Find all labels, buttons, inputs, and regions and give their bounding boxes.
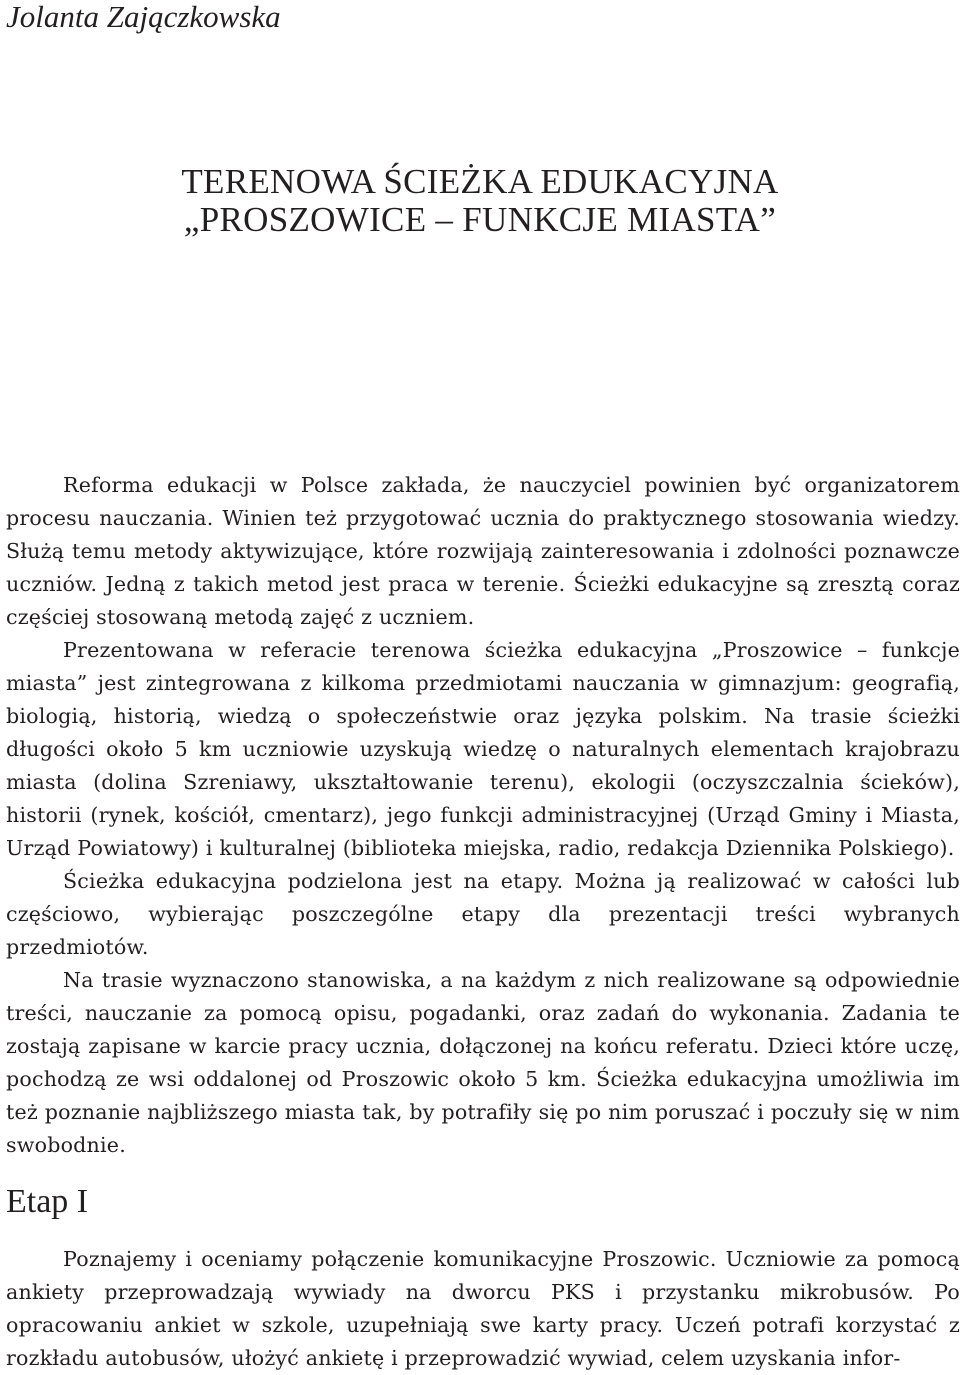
title-line-2: „PROSZOWICE – FUNKCJE MIASTA” — [183, 200, 777, 239]
paragraph: Reforma edukacji w Polsce zakłada, że nauczyciel powinien być organizatorem procesu nauczania. Winien też przygotować ucznia do praktycznego stosowania wiedzy. Służą temu metody aktywizujące, które rozwijają zainteresowania i zdolności poznawcze uczniów. Jedną z takich metod jest praca w terenie. Ścieżki edukacyjne są zresztą coraz częściej stosowaną metodą zajęć z uczniem. — [6, 473, 960, 629]
paragraph: Poznajemy i oceniamy połączenie komunikacyjne Proszowic. Uczniowie za pomocą ankiety przeprowadzają wywiady na dworcu PKS i przystanku mikrobusów. Po opracowaniu ankiet w szkole, uzupełniają swe karty pracy. Uczeń potrafi korzystać z rozkładu autobusów, ułożyć ankietę i przeprowadzić wywiad, celem uzyskania infor- — [6, 1247, 960, 1370]
article-title — [0, 163, 960, 239]
paragraph: Ścieżka edukacyjna podzielona jest na etapy. Można ją realizować w całości lub częściowo, wybierając poszczególne etapy dla prezentacji treści wybranych przedmiotów. — [6, 869, 960, 959]
paragraph: Prezentowana w referacie terenowa ścieżka edukacyjna „Proszowice – funkcje miasta” jest zintegrowana z kilkoma przedmiotami nauczania w gimnazjum: geografią, biologią, historią, wiedzą o społeczeństwie oraz języka polskim. Na trasie ścieżki długości około 5 km uczniowie uzyskują wiedzę o naturalnych elementach krajobrazu miasta (dolina Szreniawy, ukształtowanie terenu), ekologii (oczyszczalnia ścieków), historii (rynek, kościół, cmentarz), jego funkcji administracyjnej (Urząd Gminy i Miasta, Urząd Powiatowy) i kulturalnej (biblioteka miejska, radio, redakcja Dziennika Polskiego). — [6, 638, 960, 860]
section-heading: Etap I — [6, 1183, 89, 1220]
author-name: Jolanta Zajączkowska — [6, 0, 281, 34]
title-line-1: TERENOWA ŚCIEŻKA EDUKACYJNA — [181, 162, 779, 201]
article-body — [6, 469, 960, 1162]
section-body — [6, 1243, 960, 1375]
paragraph: Na trasie wyznaczono stanowiska, a na każdym z nich realizowane są odpowiednie treści, nauczanie za pomocą opisu, pogadanki, oraz zadań do wykonania. Zadania te zostają zapisane w karcie pracy ucznia, dołączonej na końcu referatu. Dzieci które uczę, pochodzą ze wsi oddalonej od Proszowic około 5 km. Ścieżka edukacyjna umożliwia im też poznanie najbliższego miasta tak, by potrafiły się po nim poruszać i poczuły się w nim swobodnie. — [6, 968, 960, 1157]
